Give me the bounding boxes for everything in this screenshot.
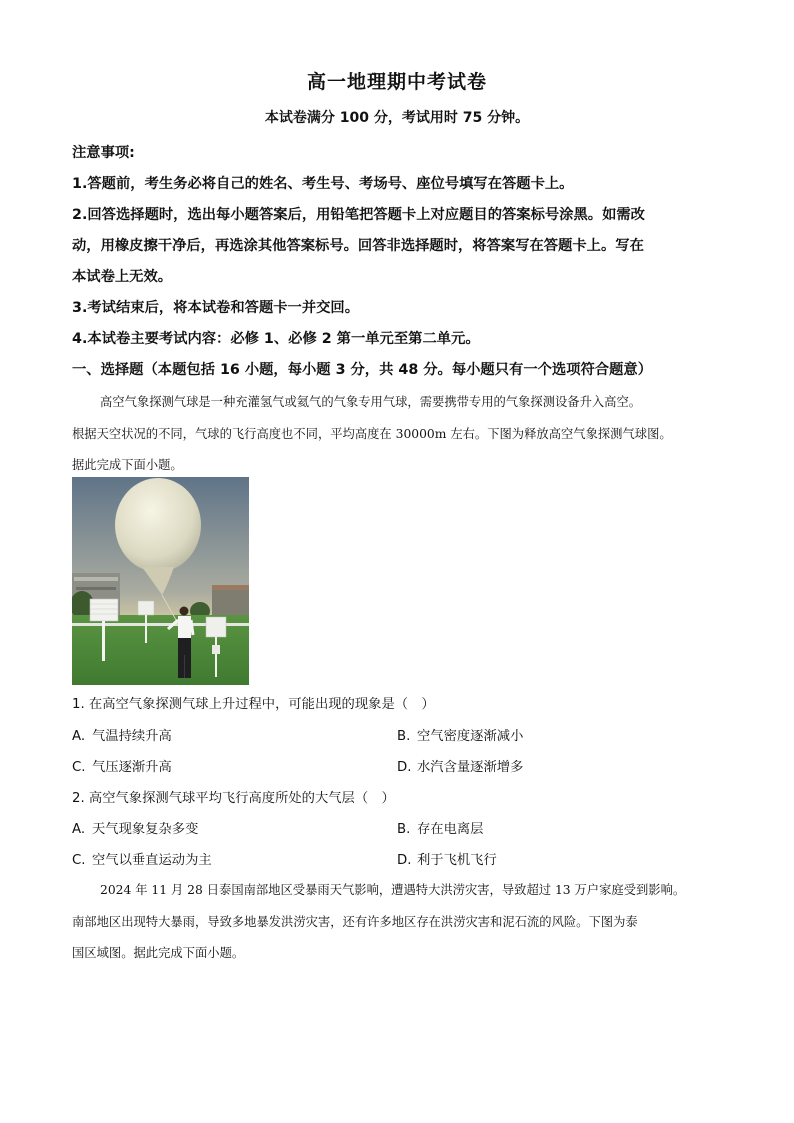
option-letter: A. bbox=[72, 822, 86, 837]
option-letter: D. bbox=[397, 760, 412, 775]
passage-line: 国区域图。据此完成下面小题。 bbox=[72, 946, 245, 960]
question-2-option-b[interactable] bbox=[397, 818, 483, 837]
passage-line: 南部地区出现特大暴雨，导致多地暴发洪涝灾害，还有许多地区存在洪涝灾害和泥石流的风险。下图为泰 bbox=[72, 915, 638, 929]
question-2-option-c[interactable] bbox=[72, 849, 212, 868]
question-1-option-d[interactable] bbox=[397, 756, 523, 775]
question-2-option-a[interactable] bbox=[72, 818, 198, 837]
option-text: 利于飞机飞行 bbox=[417, 853, 497, 868]
question-1-option-c[interactable] bbox=[72, 756, 172, 775]
section-heading: 一、选择题（本题包括 16 小题，每小题 3 分，共 48 分。每小题只有一个选项符合题意） bbox=[72, 362, 652, 378]
question-1-option-a[interactable] bbox=[72, 725, 172, 744]
option-letter: D. bbox=[397, 853, 412, 868]
option-text: 水汽含量逐渐增多 bbox=[417, 760, 524, 775]
weather-balloon-illustration bbox=[72, 477, 249, 685]
notice-item: 2.回答选择题时，选出每小题答案后，用铅笔把答题卡上对应题目的答案标号涂黑。如需改 bbox=[72, 207, 645, 223]
question-1-option-b[interactable] bbox=[397, 725, 523, 744]
option-text: 天气现象复杂多变 bbox=[92, 822, 199, 837]
option-letter: A. bbox=[72, 729, 86, 744]
option-letter: C. bbox=[72, 853, 86, 868]
option-letter: B. bbox=[397, 729, 411, 744]
option-letter: B. bbox=[397, 822, 411, 837]
option-letter: C. bbox=[72, 760, 86, 775]
option-text: 气压逐渐升高 bbox=[92, 760, 172, 775]
option-text: 空气以垂直运动为主 bbox=[92, 853, 212, 868]
passage-line: 根据天空状况的不同，气球的飞行高度也不同，平均高度在 30000m 左右。下图为释放高空气象探测气球图。 bbox=[72, 427, 672, 441]
question-1-stem: 1. 在高空气象探测气球上升过程中，可能出现的现象是（ ） bbox=[72, 697, 435, 712]
passage-line: 高空气象探测气球是一种充灌氢气或氦气的气象专用气球，需要携带专用的气象探测设备升入高空。 bbox=[100, 395, 642, 409]
notice-item: 动，用橡皮擦干净后，再选涂其他答案标号。回答非选择题时，将答案写在答题卡上。写在 bbox=[72, 238, 644, 254]
question-2-stem: 2. 高空气象探测气球平均飞行高度所处的大气层（ ） bbox=[72, 791, 395, 806]
option-text: 气温持续升高 bbox=[92, 729, 172, 744]
page-subtitle: 本试卷满分 100 分，考试用时 75 分钟。 bbox=[264, 110, 530, 126]
notice-item: 4.本试卷主要考试内容：必修 1、必修 2 第一单元至第二单元。 bbox=[72, 331, 480, 347]
page-title: 高一地理期中考试卷 bbox=[306, 71, 487, 93]
notice-item: 本试卷上无效。 bbox=[72, 269, 173, 285]
question-2-option-d[interactable] bbox=[397, 849, 497, 868]
option-text: 存在电离层 bbox=[417, 822, 484, 837]
notice-item: 3.考试结束后，将本试卷和答题卡一并交回。 bbox=[72, 300, 360, 316]
notice-item: 1.答题前，考生务必将自己的姓名、考生号、考场号、座位号填写在答题卡上。 bbox=[72, 176, 574, 192]
notice-heading: 注意事项: bbox=[72, 145, 135, 161]
passage-line: 据此完成下面小题。 bbox=[72, 458, 183, 472]
option-text: 空气密度逐渐减小 bbox=[417, 729, 524, 744]
weather-balloon-photo bbox=[72, 477, 249, 685]
passage-line: 2024 年 11 月 28 日泰国南部地区受暴雨天气影响，遭遇特大洪涝灾害，导致超过 13 万户家庭受到影响。 bbox=[100, 883, 686, 897]
